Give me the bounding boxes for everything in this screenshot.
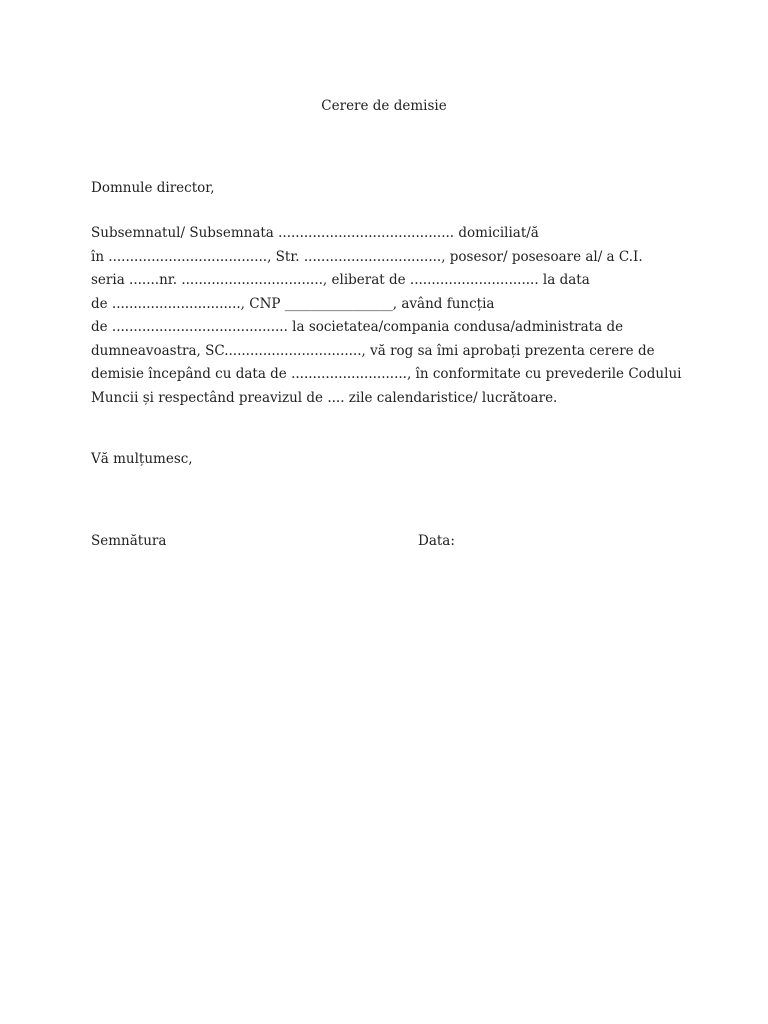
- body-line: Muncii și respectând preavizul de .... zile calendaristice/ lucrătoare.: [91, 389, 558, 406]
- body-line: în ....................................., Str. ................................, posesor/ posesoare al/ a C.I.: [91, 248, 643, 265]
- signature-label: Semnătura: [91, 533, 167, 549]
- title-text: Cerere de demisie: [321, 98, 447, 114]
- body-line: Subsemnatul/ Subsemnata ......................................... domiciliat/ă: [91, 225, 539, 241]
- body-line: seria .......nr. ................................., eliberat de .............................. la data: [91, 272, 590, 288]
- date-label: Data:: [418, 533, 455, 549]
- salutation: Domnule director,: [91, 180, 215, 196]
- body-line: de ......................................... la societatea/compania condusa/administrata de: [91, 319, 624, 335]
- document-title: [0, 98, 768, 114]
- closing-line: Vă mulțumesc,: [91, 451, 193, 467]
- body-line: dumneavoastra, SC................................, vă rog sa îmi aprobați prezenta cerere de: [91, 342, 655, 359]
- request-body: [91, 222, 691, 410]
- body-line: demisie începând cu data de ..........................., în conformitate cu prevederile Codului: [91, 366, 682, 382]
- body-line: de .............................., CNP ________________, având funcția: [91, 295, 495, 312]
